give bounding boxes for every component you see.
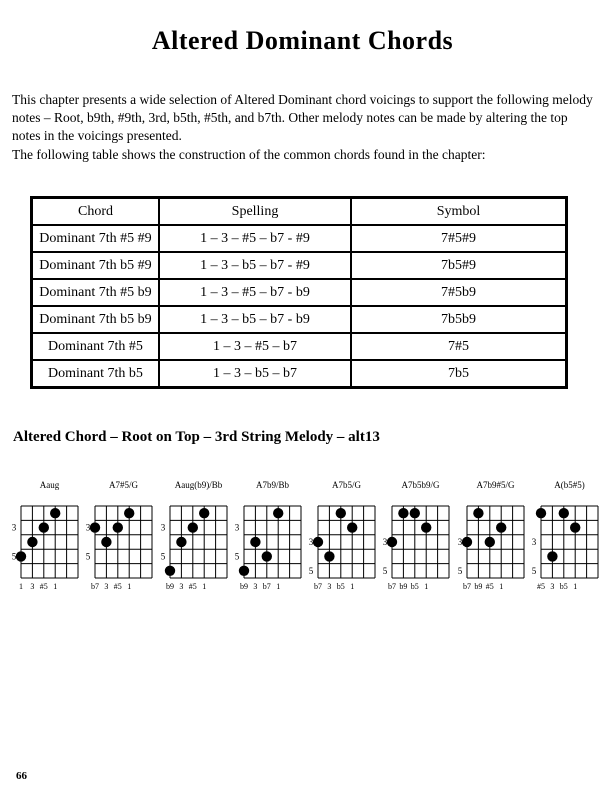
table-cell: 7b5#9 [351,252,567,279]
note-interval-label: 1 [53,582,58,591]
fret-number-label: 3 [11,522,17,533]
note-interval-label: #5 [39,582,48,591]
chord-diagram [303,478,376,592]
table-row [32,360,567,388]
table-cell: Dominant 7th #5 b9 [32,279,160,306]
chord-diagram [452,478,525,592]
finger-dot [273,508,283,518]
fret-number-label: 5 [11,551,17,562]
fret-number-label: 5 [383,565,388,576]
note-interval-label: b5 [411,582,420,591]
table-row [32,279,567,306]
fret-number-label: 5 [86,551,91,562]
fret-number-label: 5 [457,565,462,576]
note-interval-label: 1 [276,582,281,591]
finger-dot [113,522,123,532]
finger-dot [387,537,397,547]
page-title: Altered Dominant Chords [151,26,454,55]
finger-dot [410,508,420,518]
chord-table-body [32,225,567,388]
chord-construction-table [30,196,568,389]
table-header-row [32,198,567,226]
note-interval-label: #5 [485,582,494,591]
finger-dot [90,522,100,532]
table-cell: 1 – 3 – b5 – b7 - b9 [159,306,351,333]
note-interval-label: #5 [536,582,545,591]
table-cell: 1 – 3 – #5 – b7 [159,333,351,360]
note-interval-label: 1 [127,582,132,591]
note-interval-label: 1 [201,582,206,591]
finger-dot [187,522,197,532]
note-interval-label: #5 [114,582,123,591]
chord-diagrams-row [6,478,599,592]
note-interval-label: 1 [424,582,429,591]
chord-name: A7#5/G [109,480,139,490]
fret-number-label: 5 [531,565,537,576]
chord-name: A7b5/G [332,480,362,490]
table-cell: 7#5#9 [351,225,567,252]
table-cell: 1 – 3 – #5 – b7 - #9 [159,225,351,252]
finger-dot [39,522,49,532]
finger-dot [547,551,557,561]
finger-dot [347,522,357,532]
finger-dot [27,537,37,547]
finger-dot [473,508,483,518]
chord-diagram [80,478,153,592]
table-cell: 7b5 [351,360,567,388]
note-interval-label: b9 [165,582,174,591]
chord-name: A7b9/Bb [255,480,289,490]
fret-number-label: 3 [457,537,462,547]
note-interval-label: b7 [314,582,323,591]
chord-diagram [6,478,79,592]
note-interval-label: b5 [336,582,345,591]
page-number: 66 [16,770,27,782]
finger-dot [313,537,323,547]
fret-number-label: 3 [383,537,388,547]
fret-number-label: 3 [160,522,165,533]
chord-name: Aaug [39,480,60,490]
table-cell: 7#5 [351,333,567,360]
finger-dot [496,522,506,532]
finger-dot [559,508,569,518]
fret-number-label: 5 [234,551,240,562]
table-row [32,333,567,360]
table-cell: Dominant 7th #5 [32,333,160,360]
table-cell: 1 – 3 – #5 – b7 - b9 [159,279,351,306]
note-interval-label: 1 [498,582,503,591]
chord-diagram [526,478,599,592]
finger-dot [199,508,209,518]
fret-number-label: 3 [86,522,91,533]
table-cell: 1 – 3 – b5 – b7 [159,360,351,388]
note-interval-label: 3 [104,582,109,591]
note-interval-label: b7 [91,582,100,591]
finger-dot [570,522,580,532]
finger-dot [399,508,409,518]
finger-dot [239,566,249,576]
finger-dot [124,508,134,518]
fret-number-label: 3 [308,537,314,547]
table-cell: 7b5b9 [351,306,567,333]
note-interval-label: b7 [462,582,471,591]
note-interval-label: b9 [399,582,408,591]
finger-dot [164,566,174,576]
chord-diagram [377,478,450,592]
table-cell: Dominant 7th b5 b9 [32,306,160,333]
note-interval-label: b7 [262,582,271,591]
table-cell: 1 – 3 – b5 – b7 - #9 [159,252,351,279]
note-interval-label: 1 [573,582,578,591]
finger-dot [536,508,546,518]
fret-number-label: 5 [160,551,165,562]
fret-number-label: 5 [308,565,314,576]
table-row [32,252,567,279]
table-cell: Dominant 7th b5 #9 [32,252,160,279]
finger-dot [101,537,111,547]
finger-dot [176,537,186,547]
table-row [32,306,567,333]
note-interval-label: 3 [253,582,258,591]
chord-diagram [155,478,228,592]
table-header-symbol: Symbol [351,198,567,226]
note-interval-label: 1 [19,582,23,591]
finger-dot [16,551,26,561]
note-interval-label: 3 [178,582,183,591]
note-interval-label: 3 [30,582,35,591]
table-cell: 7#5b9 [351,279,567,306]
finger-dot [250,537,260,547]
finger-dot [50,508,60,518]
finger-dot [261,551,271,561]
note-interval-label: b7 [388,582,397,591]
finger-dot [324,551,334,561]
chord-name: A(b5#5) [554,480,585,490]
finger-dot [421,522,431,532]
chord-name: Aaug(b9)/Bb [174,480,222,490]
fret-number-label: 3 [234,522,240,533]
section-heading: Altered Chord – Root on Top – 3rd String Melody – alt13 [13,429,380,445]
table-row [32,225,567,252]
note-interval-label: #5 [188,582,197,591]
note-interval-label: 1 [350,582,355,591]
note-interval-label: 3 [550,582,555,591]
note-interval-label: b9 [474,582,483,591]
note-interval-label: b5 [559,582,568,591]
finger-dot [461,537,471,547]
finger-dot [484,537,494,547]
chord-name: A7b5b9/G [401,480,440,490]
table-intro-paragraph: The following table shows the construction of the common chords found in the chapter: [12,147,486,162]
chord-name: A7b9#5/G [476,480,515,490]
table-cell: Dominant 7th b5 [32,360,160,388]
intro-paragraph: This chapter presents a wide selection of Altered Dominant chord voicings to support the following melody notes – Root, b9th, #9th, 3rd, b5th, #5th, and b7th. Other melody notes can be made by altering the top notes in the voicings presented. [12,92,593,143]
note-interval-label: 3 [327,582,332,591]
table-header-chord: Chord [32,198,160,226]
finger-dot [336,508,346,518]
fret-number-label: 3 [531,537,537,547]
chord-diagram [229,478,302,592]
table-cell: Dominant 7th #5 #9 [32,225,160,252]
note-interval-label: b9 [239,582,248,591]
table-header-spelling: Spelling [159,198,351,226]
